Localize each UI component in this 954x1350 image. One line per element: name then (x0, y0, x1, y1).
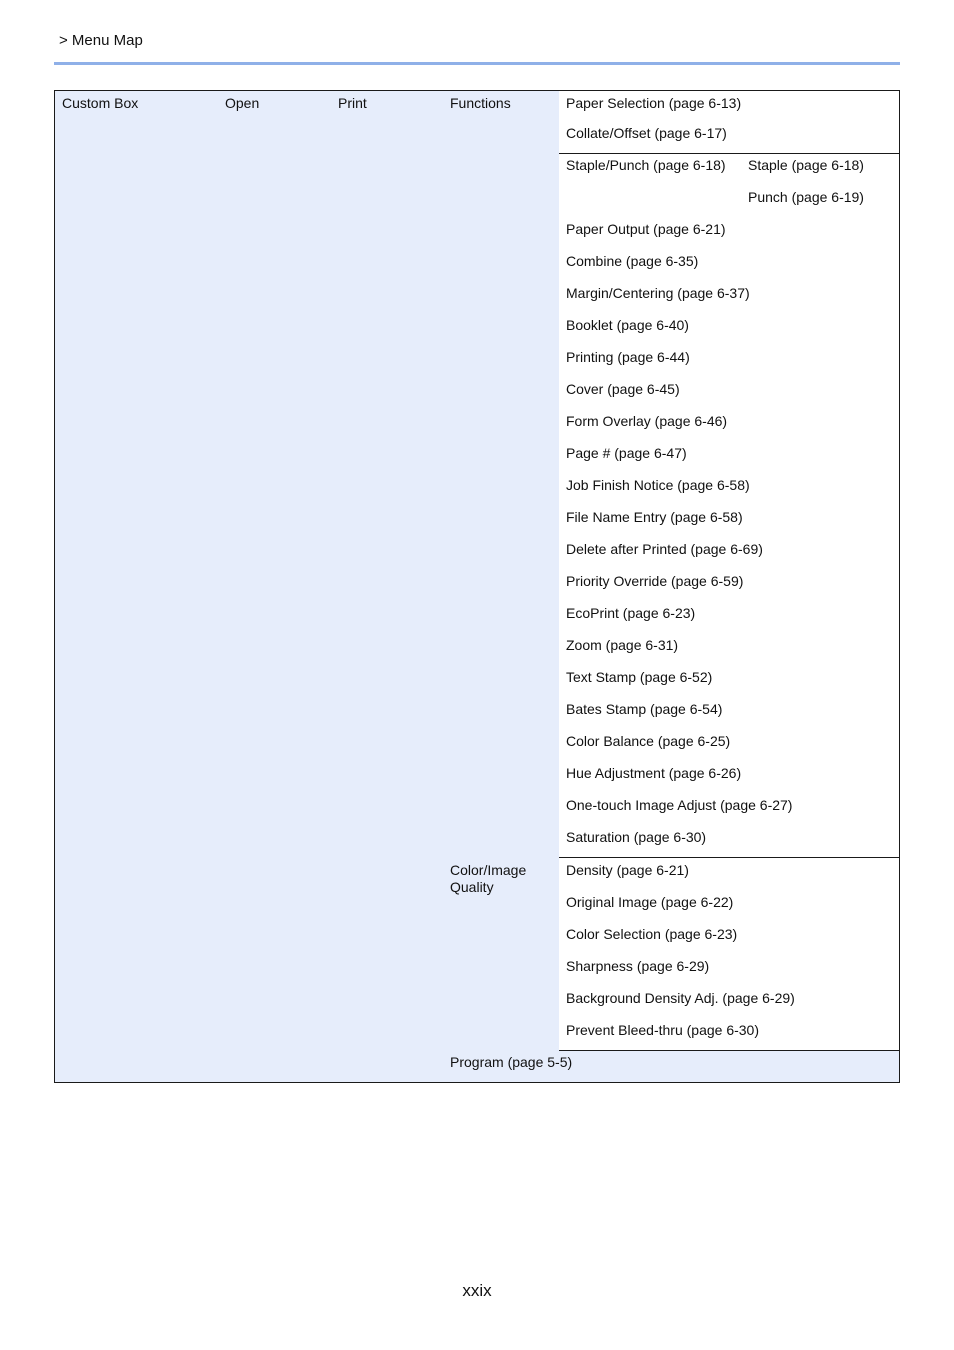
column-custom-box: Custom Box (54, 90, 219, 1083)
item-punch: Punch (page 6-19) (741, 185, 900, 218)
breadcrumb: > Menu Map (59, 32, 143, 49)
menu-item: Page # (page 6-47) (559, 441, 900, 474)
menu-item: Booklet (page 6-40) (559, 313, 900, 346)
menu-item: Job Finish Notice (page 6-58) (559, 473, 900, 506)
menu-item: Cover (page 6-45) (559, 377, 900, 410)
menu-item: Printing (page 6-44) (559, 345, 900, 378)
menu-item: Saturation (page 6-30) (559, 825, 900, 858)
menu-item: Bates Stamp (page 6-54) (559, 697, 900, 730)
menu-item: File Name Entry (page 6-58) (559, 505, 900, 538)
menu-item: Background Density Adj. (page 6-29) (559, 986, 900, 1019)
column-print: Print (331, 90, 444, 1083)
menu-item: Color Balance (page 6-25) (559, 729, 900, 762)
header-divider (54, 62, 900, 65)
menu-item: Form Overlay (page 6-46) (559, 409, 900, 442)
item-program: Program (page 5-5) (443, 1050, 900, 1083)
menu-item: Original Image (page 6-22) (559, 890, 900, 923)
menu-item: Paper Selection (page 6-13) (559, 90, 900, 122)
item-staple-punch: Staple/Punch (page 6-18) (559, 153, 742, 218)
menu-item: Margin/Centering (page 6-37) (559, 281, 900, 314)
column-open: Open (218, 90, 332, 1083)
menu-item: EcoPrint (page 6-23) (559, 601, 900, 634)
menu-item: Color Selection (page 6-23) (559, 922, 900, 955)
page-number: xxix (462, 1281, 492, 1300)
menu-item: Hue Adjustment (page 6-26) (559, 761, 900, 794)
menu-item: Sharpness (page 6-29) (559, 954, 900, 987)
group-functions: Functions (443, 90, 560, 859)
menu-item: Priority Override (page 6-59) (559, 569, 900, 602)
group-color-image-quality: Color/Image Quality (443, 858, 560, 1051)
menu-item: Density (page 6-21) (559, 858, 900, 891)
menu-item: Collate/Offset (page 6-17) (559, 121, 900, 154)
menu-item: Prevent Bleed-thru (page 6-30) (559, 1018, 900, 1051)
item-staple: Staple (page 6-18) (741, 153, 900, 186)
menu-item: Zoom (page 6-31) (559, 633, 900, 666)
menu-item: One-touch Image Adjust (page 6-27) (559, 793, 900, 826)
menu-item: Text Stamp (page 6-52) (559, 665, 900, 698)
menu-item: Combine (page 6-35) (559, 249, 900, 282)
menu-item: Paper Output (page 6-21) (559, 217, 900, 250)
menu-item: Delete after Printed (page 6-69) (559, 537, 900, 570)
